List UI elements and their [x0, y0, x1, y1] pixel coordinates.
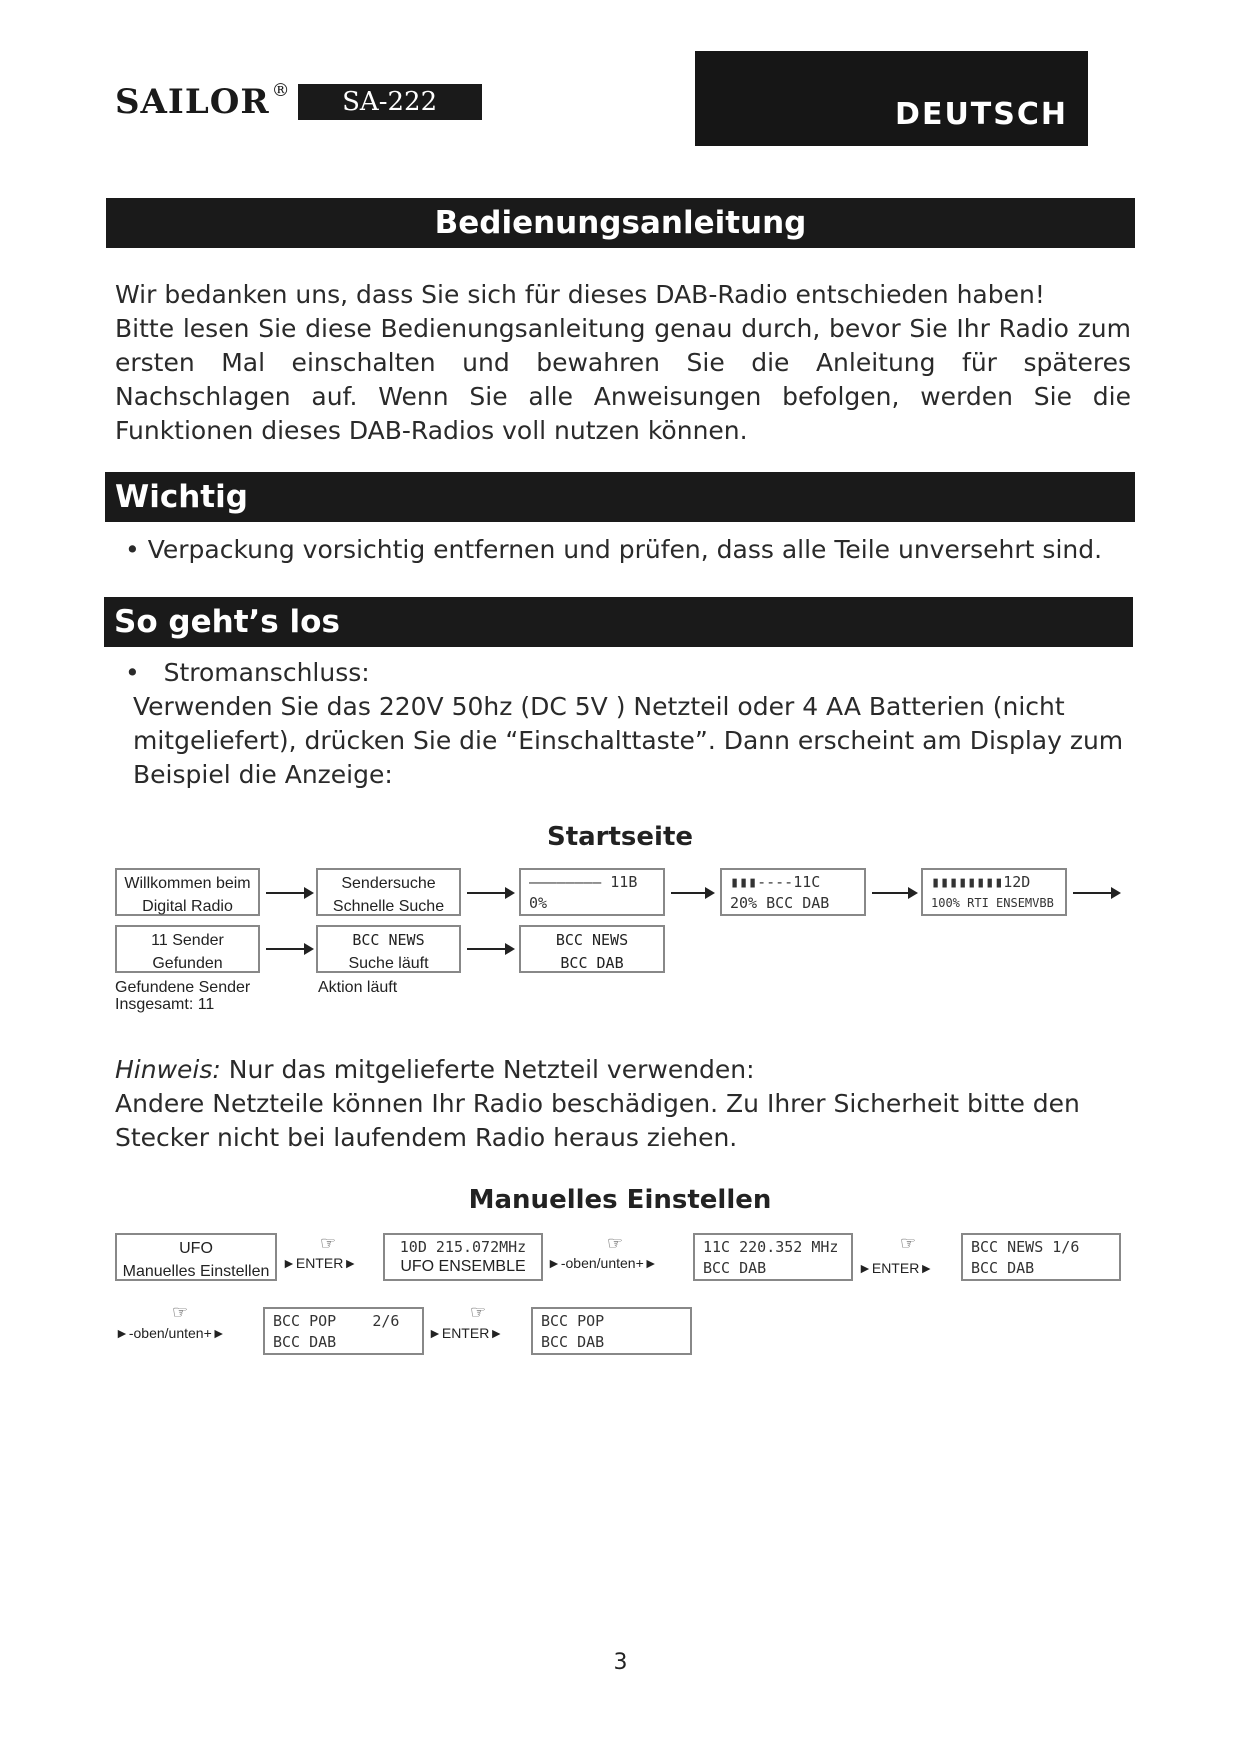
display-line-2: BCC DAB [971, 1259, 1035, 1277]
step-label: ENTER [295, 1255, 344, 1271]
display-bcc-news [961, 1233, 1121, 1281]
section-heading-wichtig: Wichtig [115, 479, 248, 515]
step-label: -oben/unten+ [128, 1325, 212, 1341]
display-line-2: BCC DAB [273, 1333, 337, 1351]
diagram-title-startseite: Startseite [546, 822, 694, 852]
arrow-icon: ► [343, 1255, 358, 1271]
step-label: ENTER [871, 1260, 920, 1276]
display-line-2: 100% RTI ENSEMVBB [931, 896, 1054, 910]
brand-name: SAILOR [115, 82, 270, 122]
display-manual-start [115, 1233, 277, 1281]
arrow-icon: ► [547, 1255, 561, 1271]
arrow-icon: ► [282, 1255, 296, 1271]
step-enter-1 [282, 1255, 357, 1271]
display-line-1: 11C 220.352 MHz [703, 1238, 839, 1256]
hand-icon: ☞ [470, 1302, 487, 1323]
hand-icon: ☞ [320, 1233, 337, 1254]
arrow-icon [266, 948, 312, 950]
arrow-icon: ► [115, 1325, 129, 1341]
display-line-2: 0% [529, 894, 548, 912]
display-progress-100 [921, 868, 1067, 916]
diagram-title-manual: Manuelles Einstellen [468, 1185, 772, 1215]
display-line-2: Suche läuft [348, 955, 429, 972]
hint-line-2: Andere Netzteile können Ihr Radio beschädigen. Zu Ihrer Sicherheit bitte den Stecker nicht bei laufendem Radio heraus ziehen. [115, 1089, 1080, 1152]
display-searching [316, 925, 461, 973]
arrow-icon [1073, 892, 1119, 894]
hand-icon: ☞ [900, 1233, 917, 1254]
arrow-icon [872, 892, 916, 894]
note-action: Aktion läuft [318, 979, 398, 996]
arrow-icon: ► [428, 1325, 442, 1341]
note-found-stations [115, 979, 250, 1013]
language-label: DEUTSCH [895, 97, 1068, 132]
display-line-2: BCC DAB [560, 954, 624, 972]
display-found [115, 925, 260, 973]
display-progress-0 [519, 868, 665, 916]
power-bullet [125, 656, 370, 690]
hint-line-1 [115, 1053, 1131, 1087]
display-line-2: UFO ENSEMBLE [400, 1258, 526, 1275]
step-label: ENTER [441, 1325, 490, 1341]
display-line-1: BCC POP 2/6 [273, 1312, 400, 1330]
section-heading-bar [104, 597, 1133, 647]
display-line-1: BCC NEWS [555, 931, 629, 949]
power-text [133, 690, 1130, 792]
bullet-icon: • [125, 535, 148, 564]
arrow-icon [266, 892, 312, 894]
note-line-1: Gefundene Sender [115, 979, 251, 996]
power-label: Stromanschluss: [163, 658, 370, 687]
display-welcome [115, 868, 260, 916]
display-frequency-10d [383, 1233, 543, 1281]
step-enter-3 [428, 1325, 503, 1341]
section-heading-bar [105, 472, 1135, 522]
display-progress-20 [720, 868, 866, 916]
display-line-1: BCC POP [541, 1312, 605, 1330]
important-text: Verpackung vorsichtig entfernen und prüfen, dass alle Teile unversehrt sind. [147, 535, 1103, 564]
display-line-1: UFO [179, 1240, 213, 1257]
display-frequency-11c [693, 1233, 853, 1281]
display-line-1: ▮▮▮----11C [730, 873, 821, 891]
step-updown-1 [547, 1255, 658, 1271]
display-line-2: BCC DAB [541, 1333, 605, 1351]
display-line-1: Willkommen beim [124, 875, 251, 892]
language-tab [695, 51, 1088, 146]
display-line-2: Digital Radio [142, 898, 233, 915]
power-body: Verwenden Sie das 220V 50hz (DC 5V ) Netzteil oder 4 AA Batterien (nicht mitgeliefert), drücken Sie die “Einschalttaste”. Dann erscheint am Display zum Beispiel die Anzeige: [133, 692, 1124, 789]
page-number: 3 [613, 1650, 628, 1675]
display-bcc-pop-list [263, 1307, 424, 1355]
display-line-2: Gefunden [152, 955, 223, 972]
arrow-icon [671, 892, 713, 894]
display-bcc-pop-playing [531, 1307, 692, 1355]
hand-icon: ☞ [607, 1233, 624, 1254]
note-line-2: Insgesamt: 11 [115, 996, 215, 1013]
display-line-2: 20% BCC DAB [730, 894, 830, 912]
main-title-bar [106, 198, 1135, 248]
arrow-icon: ► [919, 1260, 934, 1276]
arrow-icon: ► [211, 1325, 226, 1341]
brand-logo [115, 79, 482, 122]
important-bullet [125, 533, 1102, 567]
hint-text [115, 1053, 1131, 1155]
display-line-2: Manuelles Einstellen [122, 1263, 270, 1280]
display-line-2: BCC DAB [703, 1259, 767, 1277]
display-line-1: 10D 215.072MHz [399, 1238, 527, 1256]
registered-mark: ® [271, 79, 290, 101]
model-badge: SA-222 [298, 84, 482, 120]
display-line-2: Schnelle Suche [332, 898, 445, 915]
intro-line-1: Wir bedanken uns, dass Sie sich für dieses DAB-Radio entschieden haben! [115, 280, 1045, 309]
hint-line-1-text: Nur das mitgelieferte Netzteil verwenden: [220, 1055, 755, 1084]
display-line-1: 11 Sender [151, 932, 224, 949]
arrow-icon [467, 948, 513, 950]
bullet-icon: • [125, 658, 164, 687]
step-label: -oben/unten+ [560, 1255, 644, 1271]
display-line-1: ———————— 11B [529, 873, 638, 891]
step-enter-2 [858, 1260, 933, 1276]
display-line-1: BCC NEWS 1/6 [971, 1238, 1080, 1256]
display-scan [316, 868, 461, 916]
arrow-icon: ► [858, 1260, 872, 1276]
intro-line-2: Bitte lesen Sie diese Bedienungsanleitung genau durch, bevor Sie Ihr Radio zum ersten Mal einschalten und bewahren Sie die Anleitung für späteres Nachschlagen auf. Wenn Sie alle Anweisungen befolgen, werden Sie die Funktionen dieses DAB-Radios voll nutzen können. [115, 314, 1131, 445]
arrow-icon [467, 892, 513, 894]
display-station [519, 925, 665, 973]
hand-icon: ☞ [172, 1302, 189, 1323]
hint-label: Hinweis: [115, 1055, 221, 1084]
intro-text [115, 278, 1131, 448]
main-title: Bedienungsanleitung [434, 205, 807, 241]
display-line-1: ▮▮▮▮▮▮▮▮12D [931, 873, 1031, 891]
arrow-icon: ► [489, 1325, 504, 1341]
step-updown-2 [115, 1325, 226, 1341]
display-line-1: BCC NEWS [352, 931, 425, 949]
arrow-icon: ► [643, 1255, 658, 1271]
display-line-1: Sendersuche [341, 875, 436, 892]
section-heading-start: So geht’s los [114, 604, 340, 640]
